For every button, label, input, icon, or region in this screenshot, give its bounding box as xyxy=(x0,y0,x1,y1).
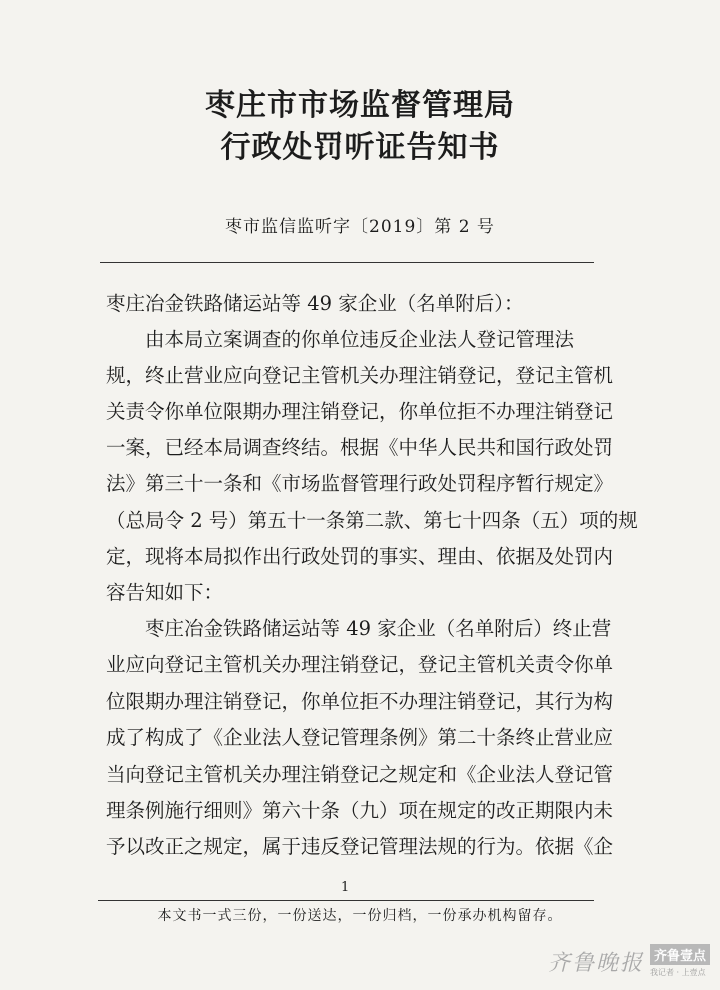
body-line: 法》第三十一条和《市场监督管理行政处罚程序暂行规定》 xyxy=(106,472,614,495)
page-subtitle: 行政处罚听证告知书 xyxy=(220,130,500,165)
body-line: 枣庄冶金铁路储运站等 49 家企业（名单附后）终止营 xyxy=(106,617,612,640)
watermark xyxy=(548,944,710,978)
footer-note: 本文书一式三份，一份送达，一份归档，一份承办机构留存。 xyxy=(157,908,563,924)
body-line: （总局令 2 号）第五十一条第二款、第七十四条（五）项的规 xyxy=(106,509,638,532)
footer-divider xyxy=(98,900,594,901)
body-line: 业应向登记主管机关办理注销登记，登记主管机关责令你单 xyxy=(106,653,614,676)
page-number: 1 xyxy=(341,880,350,895)
body-line: 位限期办理注销登记，你单位拒不办理注销登记，其行为构 xyxy=(106,690,614,713)
watermark-brand: 齐鲁晚报 xyxy=(547,950,644,976)
watermark-slogan: 我记者 · 上壹点 xyxy=(649,968,706,977)
body-line: 予以改正之规定，属于违反登记管理法规的行为。依据《企 xyxy=(106,835,614,858)
body-line: 由本局立案调查的你单位违反企业法人登记管理法 xyxy=(106,328,575,351)
body-line: 关责令你单位限期办理注销登记，你单位拒不办理注销登记 xyxy=(106,400,614,423)
body-line: 理条例施行细则》第六十条（九）项在规定的改正期限内未 xyxy=(106,799,614,822)
header-divider xyxy=(100,262,594,263)
page-title: 枣庄市市场监督管理局 xyxy=(205,88,515,123)
body-line: 一案，已经本局调查终结。根据《中华人民共和国行政处罚 xyxy=(106,436,614,459)
body-line: 枣庄冶金铁路储运站等 49 家企业（名单附后）： xyxy=(106,292,524,315)
body-line: 成了构成了《企业法人登记管理条例》第二十条终止营业应 xyxy=(106,726,614,749)
document-number: 枣市监信监听字〔2019〕第 2 号 xyxy=(225,217,495,237)
body-line: 定，现将本局拟作出行政处罚的事实、理由、依据及处罚内 xyxy=(106,545,614,568)
body-line: 当向登记主管机关办理注销登记之规定和《企业法人登记管 xyxy=(106,763,614,786)
body-line: 规，终止营业应向登记主管机关办理注销登记，登记主管机 xyxy=(106,364,614,387)
watermark-badge: 齐鲁壹点 xyxy=(650,944,710,965)
body-line: 容告知如下： xyxy=(106,581,224,604)
